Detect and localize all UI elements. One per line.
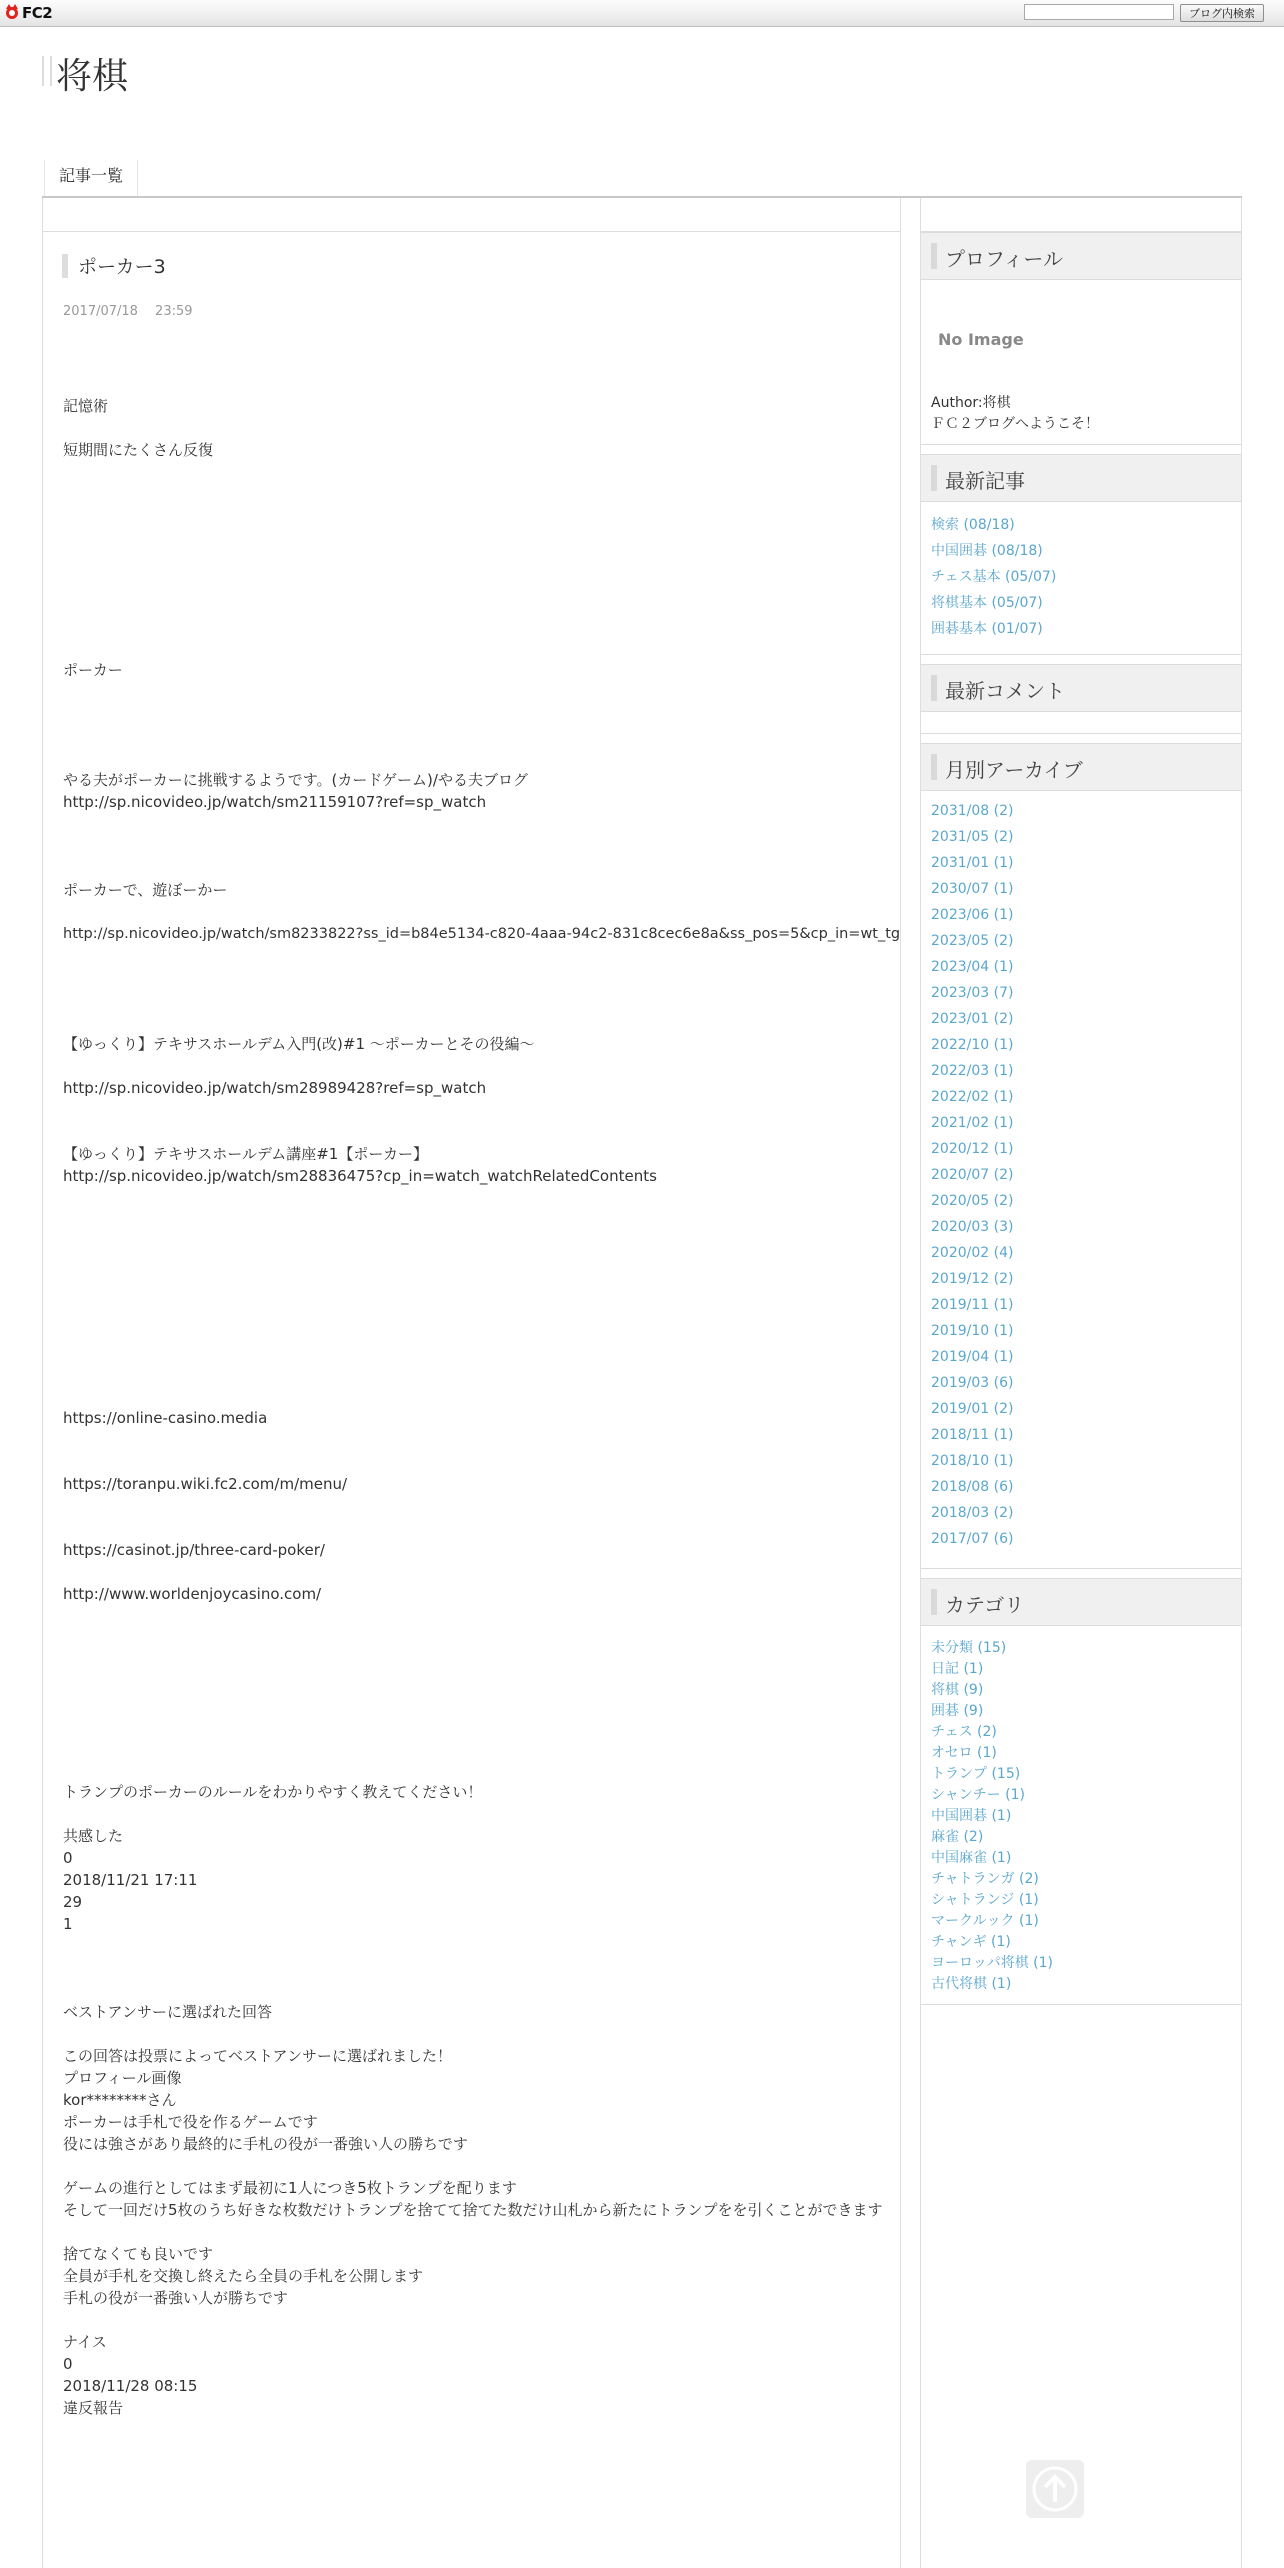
entry-line: 【ゆっくり】テキサスホールデム入門(改)#1 ～ポーカーとその役編～ [63,1035,535,1053]
entry-line: kor********さん [63,2091,177,2109]
nav-item-article-list[interactable]: 記事一覧 [44,160,138,196]
entry-line: ポーカー [63,661,123,679]
categories-heading-title: カテゴリ [945,1593,1025,1617]
entry-line: https://online-casino.media [63,1409,268,1427]
archive-link[interactable]: 2023/06 (1) [931,907,1014,923]
fc2-header-bar [0,0,1284,27]
recent-entries-heading-title: 最新記事 [945,469,1025,493]
category-link[interactable]: 古代将棋 (1) [931,1976,1012,1992]
entry-line: http://sp.nicovideo.jp/watch/sm8233822?ss_id=b84e5134-c820-4aaa-94c2-831c8cec6e8a&ss_pos=5&cp_in=wt_tg [63,926,901,942]
entry-line: そして一回だけ5枚のうち好きな枚数だけトランプを捨てて捨てた数だけ山札から新たにトランプをを引くことができます [63,2201,883,2219]
entry-line: 短期間にたくさん反復 [63,441,214,459]
archive-link[interactable]: 2018/03 (2) [931,1505,1014,1521]
entry-line: https://casinot.jp/three-card-poker/ [63,1541,325,1559]
entry-line: http://www.worldenjoycasino.com/ [63,1585,322,1603]
archive-link[interactable]: 2020/07 (2) [931,1167,1014,1183]
category-link[interactable]: トランプ (15) [931,1766,1021,1782]
archive-link[interactable]: 2018/10 (1) [931,1453,1014,1469]
category-link[interactable]: オセロ (1) [931,1745,997,1761]
entry-line: ベストアンサーに選ばれた回答 [63,2003,272,2021]
category-link[interactable]: ヨーロッパ将棋 (1) [931,1955,1054,1971]
archive-link[interactable]: 2020/12 (1) [931,1141,1014,1157]
profile-greeting: ＦＣ２ブログへようこそ！ [931,416,1099,432]
entry-line: 共感した [63,1827,124,1845]
profile-heading-title: プロフィール [945,247,1063,271]
profile-heading [921,232,1241,280]
archive-link[interactable]: 2020/02 (4) [931,1245,1014,1261]
profile-bottom-line [921,444,1241,445]
recent-comments-heading-title: 最新コメント [945,679,1065,703]
recent-entries-heading [921,454,1241,502]
archive-link[interactable]: 2020/03 (3) [931,1219,1014,1235]
categories-heading [921,1578,1241,1626]
archive-link[interactable]: 2019/03 (6) [931,1375,1014,1391]
category-link[interactable]: チェス (2) [931,1724,997,1740]
blog-title[interactable]: 将棋 [56,56,129,97]
entry-line: 役には強さがあり最終的に手札の役が一番強い人の勝ちです [63,2135,468,2153]
entry-line: 2018/11/28 08:15 [63,2377,198,2395]
archive-link[interactable]: 2031/01 (1) [931,855,1014,871]
archive-link[interactable]: 2030/07 (1) [931,881,1014,897]
archive-link[interactable]: 2023/01 (2) [931,1011,1014,1027]
entry-line: 2018/11/21 17:11 [63,1871,198,1889]
entry-line: ナイス [63,2333,107,2351]
category-link[interactable]: 日記 (1) [931,1661,984,1677]
entry-line: 1 [63,1915,73,1933]
archive-link[interactable]: 2022/03 (1) [931,1063,1014,1079]
fc2-logo-text: FC2 [22,4,53,22]
entry-line: 0 [63,2355,73,2373]
archive-link[interactable]: 2023/05 (2) [931,933,1014,949]
recent-entry-link[interactable]: 囲碁基本 (01/07) [931,621,1043,637]
entry-date: 2017/07/18 23:59 [63,304,193,319]
archive-link[interactable]: 2019/11 (1) [931,1297,1014,1313]
archives-heading [921,743,1241,791]
entry-line: 全員が手札を交換し終えたら全員の手札を公開します [63,2267,424,2285]
archive-link[interactable]: 2031/08 (2) [931,803,1014,819]
recent-entry-link[interactable]: 将棋基本 (05/07) [931,595,1043,611]
archive-link[interactable]: 2022/02 (1) [931,1089,1014,1105]
recent-entry-link[interactable]: 中国囲碁 (08/18) [931,543,1043,559]
archives-heading-title: 月別アーカイブ [945,758,1083,782]
archive-link[interactable]: 2023/03 (7) [931,985,1014,1001]
entry-title-decoration [62,254,68,278]
recent-entries-bottom-line [921,654,1241,655]
entry-line: 記憶術 [63,397,109,415]
arrow-up-icon [1026,2460,1084,2518]
entry-line: この回答は投票によってベストアンサーに選ばれました！ [63,2047,452,2065]
entry-line: 手札の役が一番強い人が勝ちです [63,2289,288,2307]
recent-comments-bottom-line [921,733,1241,734]
recent-comments-heading [921,664,1241,712]
entry-line: 捨てなくても良いです [63,2245,214,2263]
archive-link[interactable]: 2021/02 (1) [931,1115,1014,1131]
recent-entry-link[interactable]: チェス基本 (05/07) [931,569,1057,585]
category-link[interactable]: 中国麻雀 (1) [931,1850,1012,1866]
entry-line: http://sp.nicovideo.jp/watch/sm28989428?ref=sp_watch [63,1079,487,1097]
entry-line: やる夫がポーカーに挑戦するようです。(カードゲーム)/やる夫ブログ [63,771,528,789]
profile-author: Author:将棋 [931,395,1011,411]
archives-bottom-line [921,1568,1241,1569]
archive-link[interactable]: 2020/05 (2) [931,1193,1014,1209]
blog-search-button[interactable]: ブログ内検索 [1180,4,1264,22]
entry-line: プロフィール画像 [63,2069,182,2087]
archive-link[interactable]: 2031/05 (2) [931,829,1014,845]
entry-line: ポーカーで、遊ぼーかー [63,881,228,899]
archive-link[interactable]: 2017/07 (6) [931,1531,1014,1547]
archive-link[interactable]: 2019/10 (1) [931,1323,1014,1339]
entry-line: http://sp.nicovideo.jp/watch/sm28836475?cp_in=watch_watchRelatedContents [63,1167,657,1185]
archive-link[interactable]: 2018/08 (6) [931,1479,1014,1495]
categories-bottom-line [921,2004,1241,2005]
blog-search-input[interactable] [1024,4,1174,20]
archive-link[interactable]: 2018/11 (1) [931,1427,1014,1443]
category-link[interactable]: チャトランガ (2) [931,1871,1039,1887]
entry-line: ポーカーは手札で役を作るゲームです [63,2113,318,2131]
category-link[interactable]: 囲碁 (9) [931,1703,984,1719]
entry-line: https://toranpu.wiki.fc2.com/m/menu/ [63,1475,348,1493]
entry-line: ゲームの進行としてはまず最初に1人につき5枚トランプを配ります [63,2179,517,2197]
archive-link[interactable]: 2023/04 (1) [931,959,1014,975]
entry-line: 29 [63,1893,83,1911]
entry-line: http://sp.nicovideo.jp/watch/sm21159107?ref=sp_watch [63,793,487,811]
blog-title-decoration [42,56,52,86]
category-link[interactable]: 中国囲碁 (1) [931,1808,1012,1824]
entry-line: トランプのポーカーのルールをわかりやすく教えてください！ [63,1783,483,1801]
entry-title[interactable]: ポーカー3 [78,256,166,278]
category-link[interactable]: 麻雀 (2) [931,1829,984,1845]
entry-line: 0 [63,1849,73,1867]
entry-line[interactable]: 違反報告 [63,2399,124,2417]
category-link[interactable]: 未分類 (15) [931,1640,1007,1656]
category-link[interactable]: 将棋 (9) [931,1682,984,1698]
fc2-cat-icon [6,6,20,20]
archive-link[interactable]: 2019/12 (2) [931,1271,1014,1287]
entry-line: 【ゆっくり】テキサスホールデム講座#1【ポーカー】 [63,1145,429,1163]
back-to-top-button[interactable] [1026,2460,1084,2518]
archive-link[interactable]: 2022/10 (1) [931,1037,1014,1053]
category-link[interactable]: シャンチー (1) [931,1787,1026,1803]
archive-link[interactable]: 2019/01 (2) [931,1401,1014,1417]
category-link[interactable]: マークルック (1) [931,1913,1039,1929]
fc2-logo[interactable] [6,4,52,22]
category-link[interactable]: チャンギ (1) [931,1934,1011,1950]
recent-entry-link[interactable]: 検索 (08/18) [931,517,1015,533]
category-link[interactable]: シャトランジ (1) [931,1892,1039,1908]
archive-link[interactable]: 2019/04 (1) [931,1349,1014,1365]
profile-no-image: No Image [938,330,1024,349]
